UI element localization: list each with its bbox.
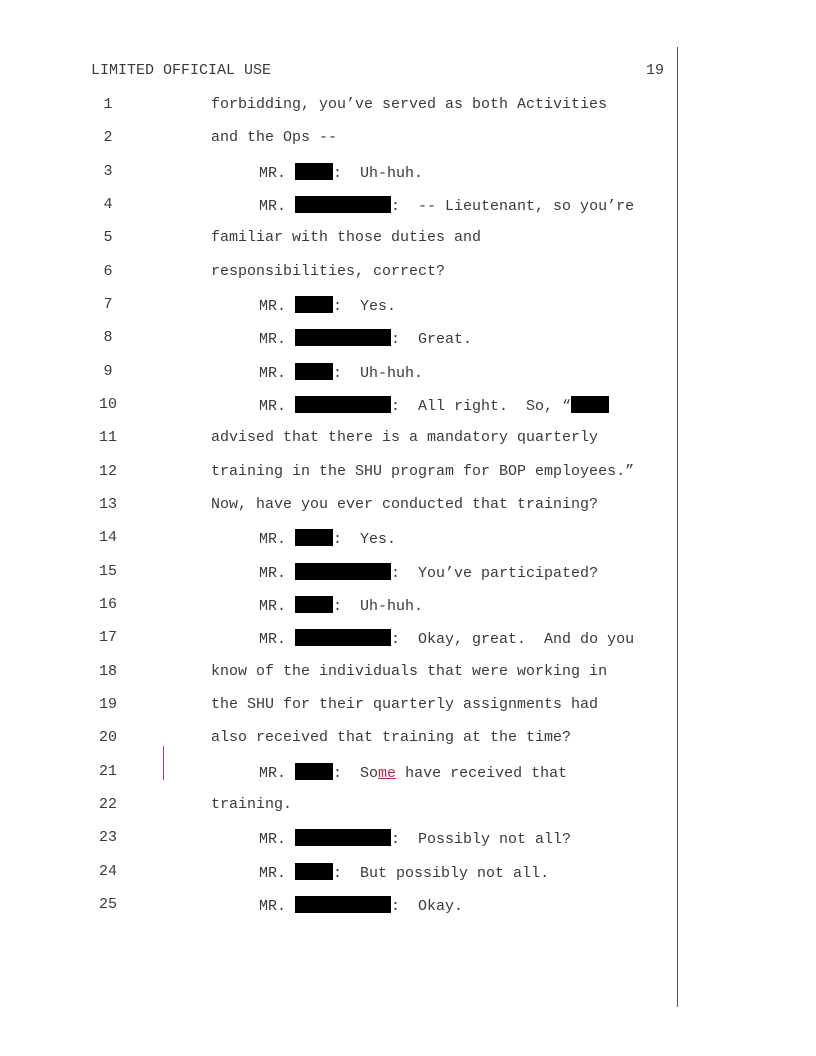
line-number: 23 [98, 829, 117, 846]
line-text [259, 163, 423, 182]
line-number: 3 [103, 163, 113, 180]
line-text: familiar with those duties and [211, 229, 482, 246]
line-text: the SHU for their quarterly assignments had [211, 696, 599, 713]
transcript-line [0, 563, 676, 583]
transcript-line [0, 763, 676, 783]
redaction-box [295, 563, 391, 580]
redaction-box [295, 163, 333, 180]
line-text [259, 829, 571, 848]
transcript-line [0, 129, 676, 149]
transcript-line [0, 696, 676, 716]
speaker-prefix: MR. [259, 598, 287, 615]
transcript-line [0, 363, 676, 383]
line-number: 4 [103, 196, 113, 213]
speech-text: : All right. So, “ [391, 398, 572, 415]
line-text: training in the SHU program for BOP employees.” [211, 463, 635, 480]
speech-text: : Uh-huh. [333, 165, 424, 182]
speech-text: : So [333, 765, 379, 782]
line-number: 20 [98, 729, 117, 746]
line-text: responsibilities, correct? [211, 263, 446, 280]
redaction-box [295, 863, 333, 880]
speech-text: : Uh-huh. [333, 365, 424, 382]
speech-text: : Okay. [391, 898, 464, 915]
line-number: 11 [98, 429, 117, 446]
redaction-box [295, 629, 391, 646]
transcript-line [0, 896, 676, 916]
line-text: Now, have you ever conducted that training? [211, 496, 599, 513]
line-text [259, 596, 423, 615]
line-number: 13 [98, 496, 117, 513]
line-number: 21 [98, 763, 117, 780]
line-text: also received that training at the time? [211, 729, 572, 746]
transcript-line [0, 496, 676, 516]
line-text [259, 763, 567, 782]
transcript-line [0, 829, 676, 849]
redaction-box [295, 896, 391, 913]
line-number: 15 [98, 563, 117, 580]
line-number: 12 [98, 463, 117, 480]
speaker-prefix: MR. [259, 831, 287, 848]
redaction-box [295, 829, 391, 846]
transcript-line [0, 663, 676, 683]
speech-text: : You’ve participated? [391, 565, 599, 582]
speaker-prefix: MR. [259, 865, 287, 882]
line-text [259, 563, 598, 582]
transcript-line [0, 163, 676, 183]
line-text [259, 863, 549, 882]
speaker-prefix: MR. [259, 365, 287, 382]
transcript-line [0, 229, 676, 249]
transcript-line [0, 629, 676, 649]
redaction-box [295, 596, 333, 613]
speech-text: : Great. [391, 331, 473, 348]
transcript-line [0, 96, 676, 116]
transcript-line [0, 296, 676, 316]
speech-text: have received that [396, 765, 568, 782]
speaker-prefix: MR. [259, 565, 287, 582]
line-text: forbidding, you’ve served as both Activities [211, 96, 608, 113]
line-number: 8 [103, 329, 113, 346]
speaker-prefix: MR. [259, 165, 287, 182]
redaction-box [295, 296, 333, 313]
line-text [259, 196, 634, 215]
redaction-box [295, 396, 391, 413]
line-text [259, 629, 634, 648]
line-number: 6 [103, 263, 113, 280]
line-text [259, 529, 396, 548]
line-number: 25 [98, 896, 117, 913]
redaction-box [295, 363, 333, 380]
speech-text: : Yes. [333, 531, 397, 548]
line-number: 1 [103, 96, 113, 113]
transcript-line [0, 863, 676, 883]
line-number: 10 [98, 396, 117, 413]
transcript-line [0, 429, 676, 449]
line-number: 7 [103, 296, 113, 313]
right-margin-rule [677, 47, 678, 1007]
speaker-prefix: MR. [259, 765, 287, 782]
speech-text: : Possibly not all? [391, 831, 572, 848]
transcript-line [0, 596, 676, 616]
page-number: 19 [646, 62, 665, 79]
redaction-box [295, 329, 391, 346]
line-text [259, 363, 423, 382]
speech-text: : Okay, great. And do you [391, 631, 635, 648]
speaker-prefix: MR. [259, 298, 287, 315]
line-number: 24 [98, 863, 117, 880]
transcript-line [0, 396, 676, 416]
transcript-line [0, 329, 676, 349]
speaker-prefix: MR. [259, 331, 287, 348]
line-number: 19 [98, 696, 117, 713]
line-text [259, 329, 472, 348]
transcript-line [0, 463, 676, 483]
transcript-line [0, 729, 676, 749]
speech-text: : -- Lieutenant, so you’re [391, 198, 635, 215]
transcript-line [0, 263, 676, 283]
line-number: 17 [98, 629, 117, 646]
line-text [259, 896, 463, 915]
speaker-prefix: MR. [259, 531, 287, 548]
redaction-box [295, 529, 333, 546]
redaction-box [295, 196, 391, 213]
line-text [259, 296, 396, 315]
line-number: 9 [103, 363, 113, 380]
line-text: training. [211, 796, 293, 813]
header-classification: LIMITED OFFICIAL USE [91, 62, 272, 79]
line-number: 16 [98, 596, 117, 613]
transcript-line [0, 529, 676, 549]
line-number: 18 [98, 663, 117, 680]
line-number: 14 [98, 529, 117, 546]
transcript-line [0, 196, 676, 216]
line-text: advised that there is a mandatory quarterly [211, 429, 599, 446]
speech-text: : Yes. [333, 298, 397, 315]
line-text: and the Ops -- [211, 129, 338, 146]
redaction-box [571, 396, 609, 413]
line-text: know of the individuals that were working in [211, 663, 608, 680]
line-text [259, 396, 609, 415]
line-number: 5 [103, 229, 113, 246]
line-number: 2 [103, 129, 113, 146]
speaker-prefix: MR. [259, 198, 287, 215]
redaction-box [295, 763, 333, 780]
speech-text: : Uh-huh. [333, 598, 424, 615]
speaker-prefix: MR. [259, 898, 287, 915]
line-number: 22 [98, 796, 117, 813]
transcript-line [0, 796, 676, 816]
tracked-insertion: me [378, 765, 397, 782]
speech-text: : But possibly not all. [333, 865, 550, 882]
speaker-prefix: MR. [259, 631, 287, 648]
speaker-prefix: MR. [259, 398, 287, 415]
